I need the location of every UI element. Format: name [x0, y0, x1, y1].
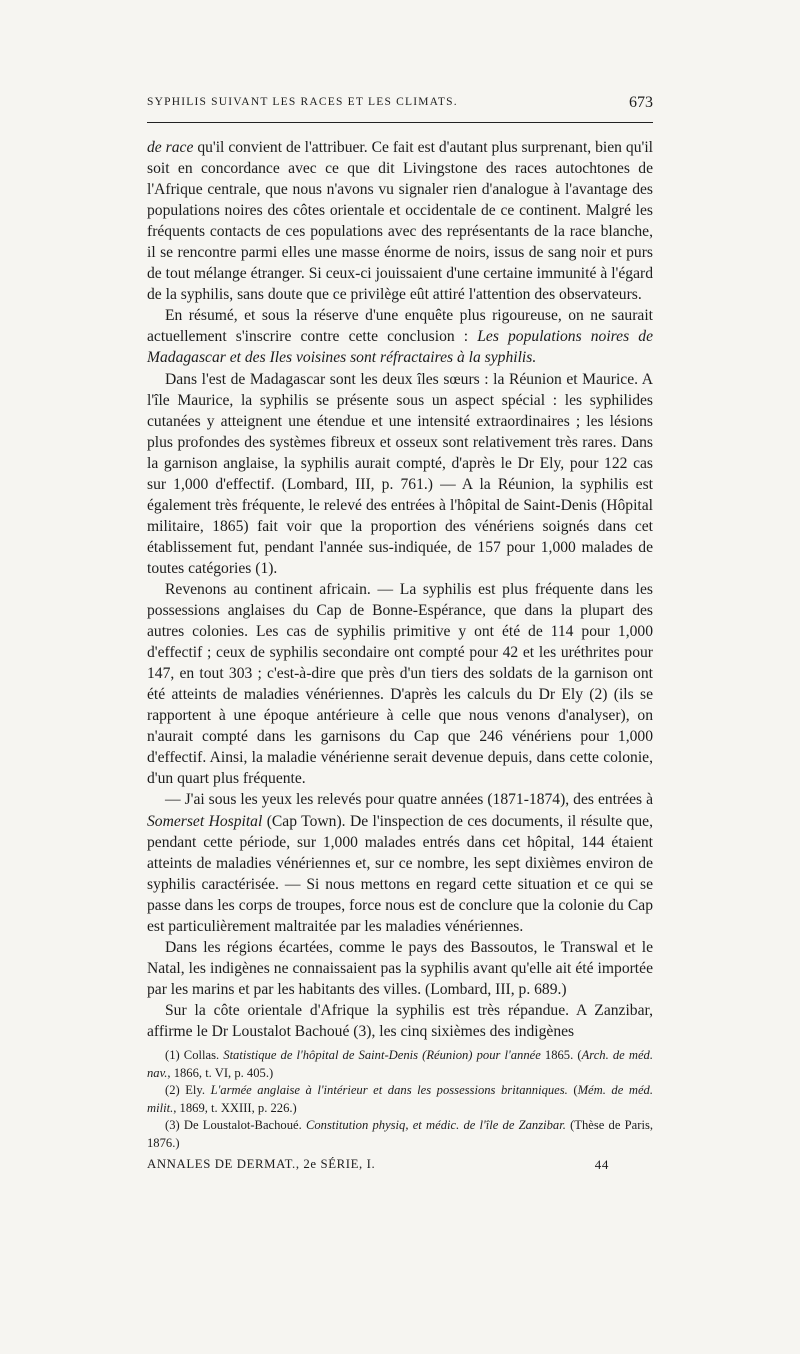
footnote-italic: Statistique de l'hôpital de Saint-Denis (Réunion) pour l'année: [223, 1048, 541, 1063]
footnote-1: [147, 1047, 653, 1082]
footnotes: [147, 1047, 653, 1153]
paragraph-1: [147, 137, 653, 305]
paragraph-text: En résumé, et sous la réserve d'une enquête plus rigoureuse, on ne saurait actuellement s'inscrire contre cette conclusion :: [147, 307, 653, 346]
footnote-text: , 1869, t. XXIII, p. 226.): [173, 1100, 297, 1115]
page: [147, 94, 653, 1177]
footnote-text: (: [567, 1083, 578, 1098]
footnote-italic: Arch. de méd. nav.: [147, 1048, 653, 1080]
paragraph-text: qu'il convient de l'attribuer. Ce fait est d'autant plus surprenant, bien qu'il soit en concordance avec ce que dit Livingstone des races autochtones de l'Afrique centrale, que nous n'avons vu signaler rien d'analogue à l'avantage des populations noires des côtes orientale et occidentale de ce continent. Malgré les fréquents contacts de ces populations avec des représentants de la race blanche, il se rencontre parmi elles une masse énorme de noirs, issus de sang noir et purs de tout mélange étranger. Si ceux-ci jouissaient d'une certaine immunité à l'égard de la syphilis, sans doute que ce privilège eût attiré l'attention des observateurs.: [147, 139, 653, 304]
running-title: SYPHILIS SUIVANT LES RACES ET LES CLIMATS.: [147, 96, 458, 108]
footnote-text: (2) Ely.: [165, 1083, 211, 1098]
footnote-text: (Thèse de Paris, 1876.): [147, 1118, 653, 1150]
footnote-2: [147, 1082, 653, 1117]
footnote-italic: Mém. de méd. milit.: [147, 1083, 653, 1115]
signature-line: [147, 1155, 653, 1177]
paragraph-text: (Cap Town). De l'inspection de ces documents, il résulte que, pendant cette période, sur 1,000 malades entrés dans cet hôpital, 144 étaient atteints de maladies vénériennes et, sur ce nombre, les sept dixièmes environ de syphilis caractérisée. — Si nous mettons en regard cette situation et ce qui se passe dans les corps de troupes, force nous est de conclure que la colonie du Cap est particulièrement maltraitée par les maladies vénériennes.: [147, 812, 653, 935]
sheet-number: 44: [594, 1156, 609, 1172]
journal-signature: ANNALES DE DERMAT., 2e SÉRIE, I.: [147, 1156, 376, 1171]
paragraph-3: Dans l'est de Madagascar sont les deux îles sœurs : la Réunion et Maurice. A l'île Maurice, la syphilis se présente sous un aspect spécial : les syphilides cutanées y atteignent une étendue et une intensité extraordinaires ; les lésions plus profondes des systèmes fibreux et osseux sont relativement très rares. Dans la garnison anglaise, la syphilis aurait compté, d'après le Dr Ely, pour 122 cas sur 1,000 d'effectif. (Lombard, III, p. 761.) — A la Réunion, la syphilis est également très fréquente, le relevé des entrées à l'hôpital de Saint-Denis (Hôpital militaire, 1865) fait voir que la proportion des vénériens soignés dans cet établissement fut, pendant l'année sus-indiquée, de 157 pour 1,000 malades de toutes catégories (1).: [147, 370, 653, 577]
footnote-italic: Constitution physiq, et médic. de l'île de Zanzibar.: [305, 1118, 566, 1133]
footnote-text: (1) Collas.: [165, 1048, 224, 1063]
running-head: [147, 94, 653, 116]
footnote-text: , 1866, t. VI, p. 405.): [167, 1065, 274, 1080]
page-number: 673: [629, 94, 653, 111]
footnote-3: [147, 1117, 653, 1152]
paragraph-5: [147, 789, 653, 936]
italic-text: de race: [147, 139, 194, 156]
paragraph-text: — J'ai sous les yeux les relevés pour quatre années (1871-1874), des entrées à: [165, 791, 653, 809]
footnote-text: 1865. (: [540, 1048, 582, 1063]
hospital-name-italic: Somerset Hospital: [147, 812, 263, 830]
footnote-italic: L'armée anglaise à l'intérieur et dans les possessions britanniques.: [210, 1083, 568, 1098]
body-text: [147, 137, 653, 1042]
paragraph-4: Revenons au continent africain. — La syphilis est plus fréquente dans les possessions anglaises du Cap de Bonne-Espérance, que dans la plupart des autres colonies. Les cas de syphilis primitive y ont été de 114 pour 1,000 d'effectif ; ceux de syphilis secondaire ont compté pour 42 et les uréthrites pour 147, en tout 303 ; c'est-à-dire que près d'un tiers des soldats de la garnison ont été atteints de maladies vénériennes. D'après les calculs du Dr Ely (2) (ils se rapportent à une époque antérieure à celle que nous venons d'analyser), on n'aurait compté dans les garnisons du Cap que 246 vénériens pour 1,000 d'effectif. Ainsi, la maladie vénérienne serait devenue depuis, dans cette colonie, d'un quart plus fréquente.: [147, 580, 653, 788]
footnote-text: (3) De Loustalot-Bachoué.: [165, 1118, 306, 1133]
conclusion-italic: Les populations noires de Madagascar et des Iles voisines sont réfractaires à la syphilis.: [147, 328, 653, 367]
paragraph-2: [147, 305, 653, 368]
paragraph-6: Dans les régions écartées, comme le pays des Bassoutos, le Transwal et le Natal, les indigènes ne connaissaient pas la syphilis avant qu'elle ait été importée par les marins et par les habitants des villes. (Lombard, III, p. 689.): [147, 938, 653, 998]
paragraph-7: Sur la côte orientale d'Afrique la syphilis est très répandue. A Zanzibar, affirme le Dr Loustalot Bachoué (3), les cinq sixièmes des indigènes: [147, 1001, 653, 1040]
header-rule: [147, 122, 653, 123]
